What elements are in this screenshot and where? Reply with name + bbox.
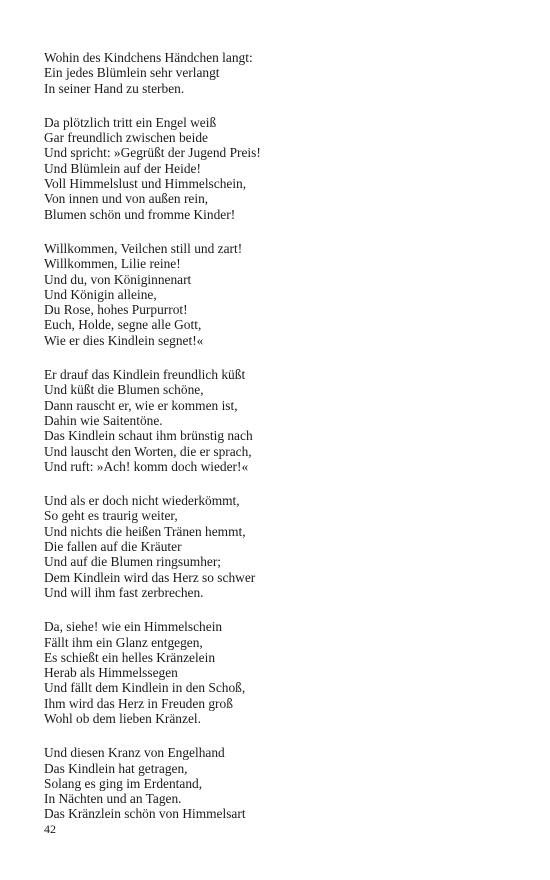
verse-line: In seiner Hand zu sterben. [44,80,185,96]
verse-line: Er drauf das Kindlein freundlich küßt [44,367,246,383]
verse-line: Gar freundlich zwischen beide [44,130,208,146]
verse-line: Es schießt ein helles Kränzelein [44,649,216,665]
verse-line: Die fallen auf die Kräuter [44,539,182,555]
stanza [44,745,524,821]
verse-line: Da, siehe! wie ein Himmelschein [44,619,223,635]
verse-line: Du Rose, hohes Purpurrot! [44,302,188,318]
verse-line: Wohl ob dem lieben Kränzel. [44,710,201,726]
verse-line: Da plötzlich tritt ein Engel weiß [44,114,217,130]
verse-line: Und spricht: »Gegrüßt der Jugend Preis! [44,145,261,161]
verse-line: Das Kindlein schaut ihm brünstig nach [44,428,253,444]
verse-line: Und fällt dem Kindlein in den Schoß, [44,680,246,696]
page-number: 42 [44,822,56,836]
verse-line: Und Blümlein auf der Heide! [44,160,201,176]
verse-line: Dahin wie Saitentöne. [44,412,163,428]
verse-line: So geht es traurig weiter, [44,508,178,524]
verse-line: Und diesen Kranz von Engelhand [44,745,225,761]
verse-line: Willkommen, Lilie reine! [44,256,181,272]
verse-line: Das Kränzlein schön von Himmelsart [44,806,246,822]
verse-line: Und ruft: »Ach! komm doch wieder!« [44,458,249,474]
verse-line: Und auf die Blumen ringsumher; [44,554,222,570]
stanza [44,619,524,726]
verse-line: Fällt ihm ein Glanz entgegen, [44,634,203,650]
verse-line: Und du, von Königinnenart [44,271,192,287]
verse-line: Und Königin alleine, [44,286,157,302]
verse-line: Ein jedes Blümlein sehr verlangt [44,65,220,81]
verse-line: Solang es ging im Erdentand, [44,775,203,791]
verse-line: Herab als Himmelssegen [44,665,178,681]
verse-line: Voll Himmelslust und Himmelschein, [44,176,247,192]
verse-line: Willkommen, Veilchen still und zart! [44,240,243,256]
verse-line: Und nichts die heißen Tränen hemmt, [44,523,246,539]
verse-line: Und will ihm fast zerbrechen. [44,584,204,600]
verse-line: Dann rauscht er, wie er kommen ist, [44,397,238,413]
stanza [44,115,524,222]
verse-line: Blumen schön und fromme Kinder! [44,206,236,222]
verse-line: Und lauscht den Worten, die er sprach, [44,443,252,459]
verse-line: Von innen und von außen rein, [44,191,209,207]
stanza [44,50,524,96]
verse-line: Dem Kindlein wird das Herz so schwer [44,569,256,585]
verse-line: Und küßt die Blumen schöne, [44,382,204,398]
stanza [44,367,524,474]
verse-line: Ihm wird das Herz in Freuden groß [44,695,233,711]
verse-line: In Nächten und an Tagen. [44,791,182,807]
verse-line: Wie er dies Kindlein segnet!« [44,332,204,348]
verse-line: Und als er doch nicht wiederkömmt, [44,493,240,509]
stanza [44,493,524,600]
verse-line: Wohin des Kindchens Händchen langt: [44,50,253,65]
poem-text [44,50,524,841]
verse-line: Euch, Holde, segne alle Gott, [44,317,202,333]
verse-line: Das Kindlein hat getragen, [44,760,188,776]
stanza [44,241,524,348]
